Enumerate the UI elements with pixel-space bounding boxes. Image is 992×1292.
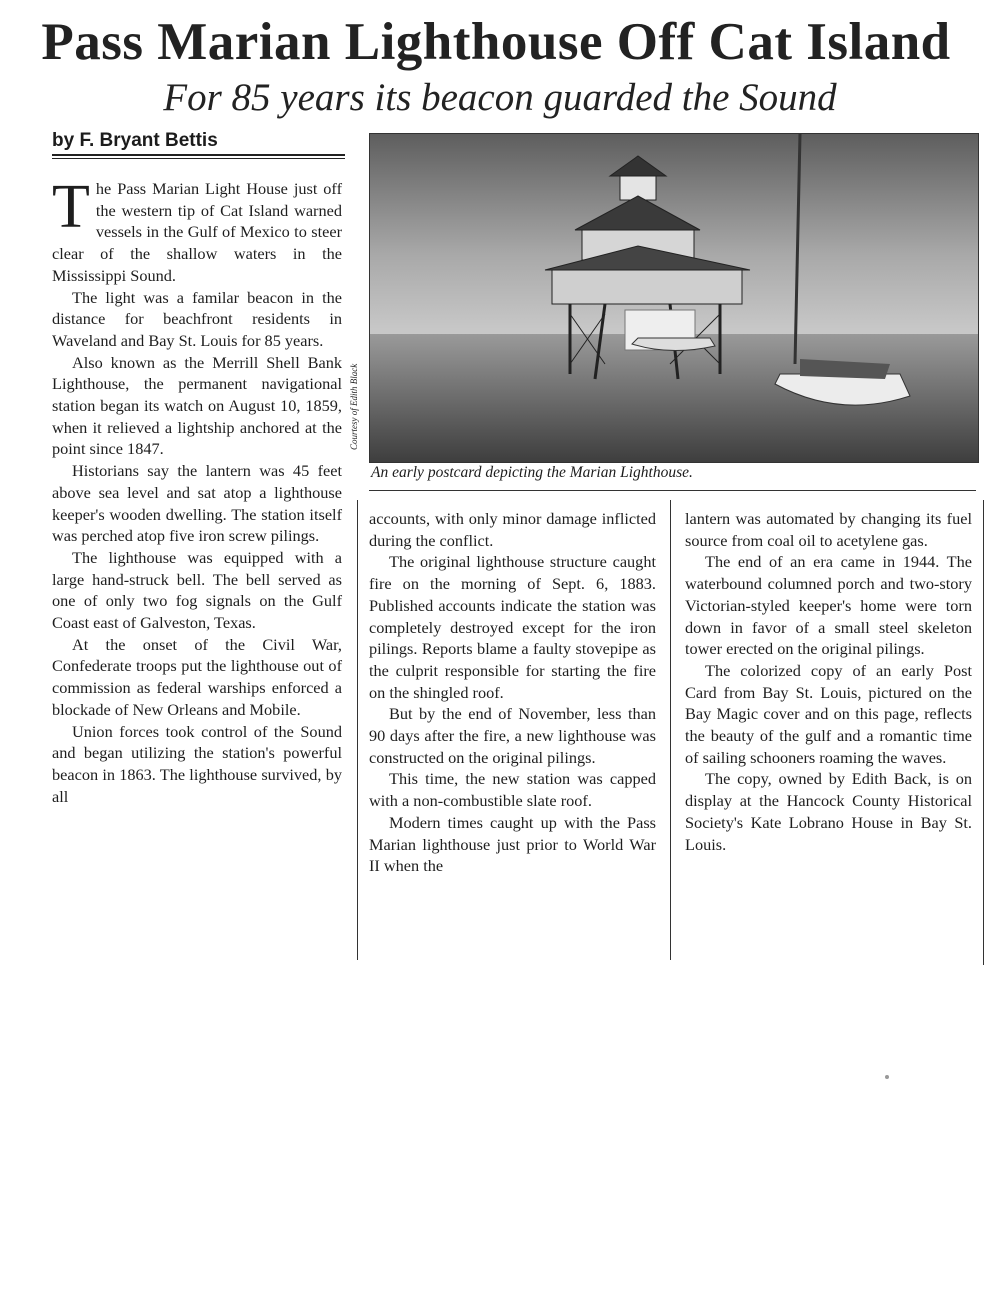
byline-rule (52, 154, 345, 156)
paragraph: But by the end of November, less than 90 days after the fire, a new lighthouse was constructed on the original pilings. (369, 704, 656, 767)
photo-credit: Courtesy of Edith Black (349, 363, 359, 451)
paragraph: Also known as the Merrill Shell Bank Lighthouse, the permanent navigational station began its watch on August 10, 1859, when it relieved a lightship anchored at the point since 1847. (52, 352, 342, 459)
paragraph: The colorized copy of an early Post Card from Bay St. Louis, pictured on the Bay Magic cover and on this page, reflects the beauty of the gulf and a romantic time of sailing schooners roaming the waves. (685, 660, 972, 767)
paragraph: At the onset of the Civil War, Confederate troops put the lighthouse out of commission as federal warships enforced a blockade of New Orleans and Mobile. (52, 634, 342, 719)
subhead: For 85 years its beacon guarded the Sound (163, 76, 837, 119)
caption-rule (369, 490, 976, 491)
column-divider (357, 500, 358, 960)
photo-caption: An early postcard depicting the Marian Lighthouse. (371, 464, 693, 481)
column-3 (685, 508, 972, 855)
drop-cap: T (52, 173, 90, 241)
paragraph: Modern times caught up with the Pass Marian lighthouse just prior to World War II when the (369, 812, 656, 876)
lighthouse-illustration (370, 134, 978, 462)
column-divider (670, 500, 671, 960)
byline: by F. Bryant Bettis (52, 130, 218, 151)
column-1 (52, 173, 342, 807)
paragraph: Union forces took control of the Sound and began utilizing the station's powerful beacon in 1863. The lighthouse survived, by all (52, 721, 342, 806)
column-2 (369, 508, 656, 877)
paragraph: accounts, with only minor damage inflicted during the conflict. (369, 509, 656, 550)
scan-speck (885, 1075, 889, 1079)
paragraph: Historians say the lantern was 45 feet above sea level and sat atop a lighthouse keeper's wooden dwelling. The station itself was perched atop five iron screw pilings. (52, 461, 342, 546)
paragraph: The Pass Marian Light House just off the western tip of Cat Island warned vessels in the Gulf of Mexico to steer clear of the shallow waters in the Mississippi Sound. (52, 173, 342, 285)
lighthouse-photo (369, 133, 979, 463)
paragraph: The original lighthouse structure caught fire on the morning of Sept. 6, 1883. Published accounts indicate the station was completely destroyed except for the iron pilings. Reports blame a faulty stovepipe as the culprit responsible for starting the fire on the shingled roof. (369, 552, 656, 702)
paragraph: The copy, owned by Edith Back, is on display at the Hancock County Historical Society's Kate Lobrano House in Bay St. Louis. (685, 769, 972, 854)
paragraph: This time, the new station was capped with a non-combustible slate roof. (369, 769, 656, 811)
paragraph: The end of an era came in 1944. The waterbound columned porch and two-story Victorian-styled keeper's home were torn down in favor of a small steel skeleton tower erected on the original pilings. (685, 552, 972, 659)
paragraph: The light was a familar beacon in the distance for beachfront residents in Waveland and Bay St. Louis for 85 years. (52, 287, 342, 350)
paragraph: The lighthouse was equipped with a large hand-struck bell. The bell served as one of only two fog signals on the Gulf Coast east of Galveston, Texas. (52, 547, 342, 633)
headline: Pass Marian Lighthouse Off Cat Island (41, 13, 951, 71)
right-edge-rule (983, 500, 984, 965)
paragraph: lantern was automated by changing its fuel source from coal oil to acetylene gas. (685, 509, 972, 550)
byline-rule-thin (52, 158, 345, 159)
